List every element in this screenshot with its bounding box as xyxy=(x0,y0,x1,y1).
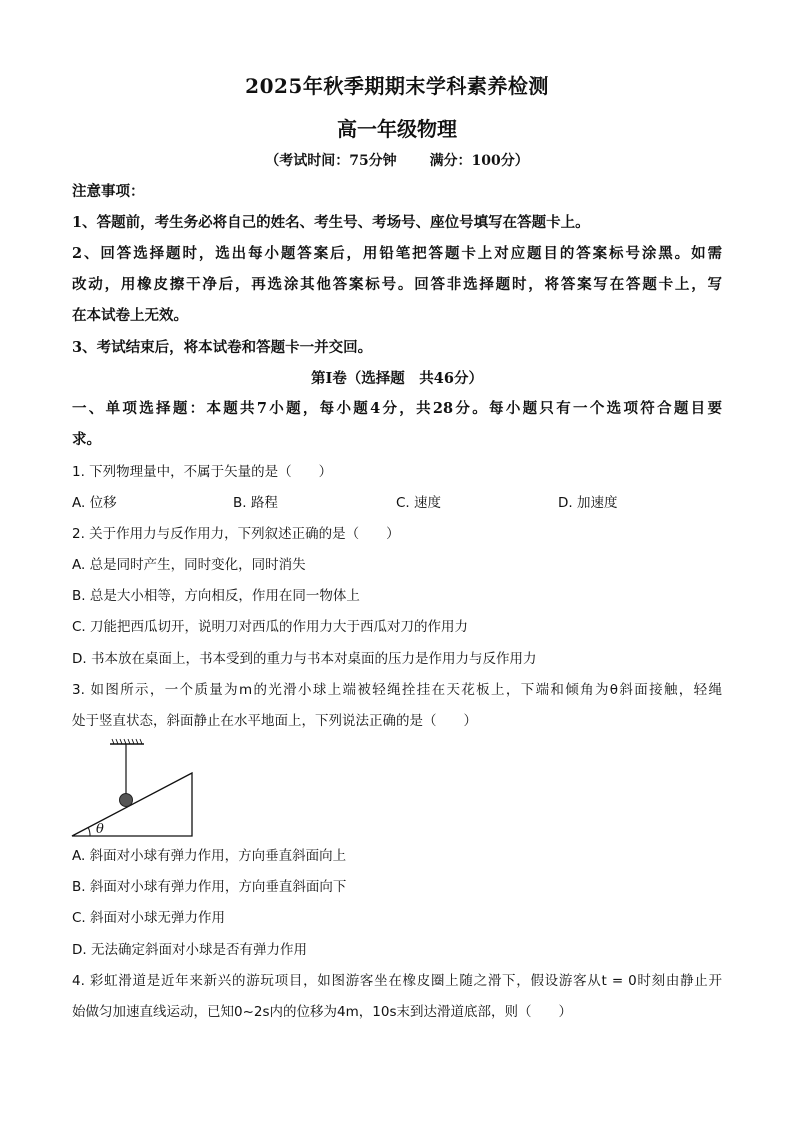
q1-option-d: D. 加速度 xyxy=(558,495,618,511)
exam-score: 满分：100分） xyxy=(429,153,529,169)
q3-option-a: A. 斜面对小球有弹力作用，方向垂直斜面向上 xyxy=(72,848,347,864)
notice-heading: 注意事项： xyxy=(72,183,145,200)
q1-option-c: C. 速度 xyxy=(396,495,442,511)
q3-figure xyxy=(66,732,200,840)
q3-option-b: B. 斜面对小球有弹力作用，方向垂直斜面向下 xyxy=(72,879,347,895)
notice-item-1: 1、答题前，考生务必将自己的姓名、考生号、考场号、座位号填写在答题卡上。 xyxy=(72,214,590,231)
q2-option-c: C. 刀能把西瓜切开，说明刀对西瓜的作用力大于西瓜对刀的作用力 xyxy=(72,619,469,635)
notice-item-2-line-2: 改动，用橡皮擦干净后，再选涂其他答案标号。回答非选择题时，将答案写在答题卡上，写 xyxy=(72,276,722,293)
q2-stem: 2. 关于作用力与反作用力，下列叙述正确的是（ ） xyxy=(72,526,400,542)
q4-stem-line-2: 始做匀加速直线运动，已知0~2s内的位移为4m，10s末到达滑道底部，则（ ） xyxy=(72,1004,572,1020)
ceiling-mount xyxy=(110,739,144,744)
exam-time: （考试时间：75分钟 xyxy=(265,153,397,169)
exam-title: 2025年秋季期期末学科素养检测 xyxy=(245,74,549,98)
angle-label: θ xyxy=(96,822,104,837)
notice-item-3: 3、考试结束后，将本试卷和答题卡一并交回。 xyxy=(72,339,373,356)
q1-option-b: B. 路程 xyxy=(233,495,278,511)
q2-option-b: B. 总是大小相等，方向相反，作用在同一物体上 xyxy=(72,588,360,604)
q3-option-c: C. 斜面对小球无弹力作用 xyxy=(72,910,226,926)
q2-option-a: A. 总是同时产生，同时变化，同时消失 xyxy=(72,557,306,573)
q3-option-d: D. 无法确定斜面对小球是否有弹力作用 xyxy=(72,942,307,958)
exam-subtitle: 高一年级物理 xyxy=(337,117,457,141)
q3-stem-line-2: 处于竖直状态，斜面静止在水平地面上，下列说法正确的是（ ） xyxy=(72,713,477,729)
q1-option-a: A. 位移 xyxy=(72,495,117,511)
part1-instruction-line-1: 一、单项选择题：本题共7小题，每小题4分，共28分。每小题只有一个选项符合题目要 xyxy=(72,400,722,417)
q2-option-d: D. 书本放在桌面上，书本受到的重力与书本对桌面的压力是作用力与反作用力 xyxy=(72,651,537,667)
q1-stem: 1. 下列物理量中，不属于矢量的是（ ） xyxy=(72,464,333,480)
notice-item-2-line-3: 在本试卷上无效。 xyxy=(72,307,188,324)
ball xyxy=(120,794,133,807)
notice-item-2-line-1: 2、回答选择题时，选出每小题答案后，用铅笔把答题卡上对应题目的答案标号涂黑。如需 xyxy=(72,245,722,262)
exam-meta xyxy=(0,150,794,170)
section-title: 第Ⅰ卷（选择题 共46分） xyxy=(311,370,483,387)
part1-instruction-line-2: 求。 xyxy=(72,431,101,448)
incline-wedge xyxy=(72,773,192,836)
q3-stem-line-1: 3. 如图所示，一个质量为m的光滑小球上端被轻绳拴挂在天花板上，下端和倾角为θ斜面接触，轻绳 xyxy=(72,682,722,698)
q4-stem-line-1: 4. 彩虹滑道是近年来新兴的游玩项目，如图游客坐在橡皮圈上随之滑下，假设游客从t = 0时刻由静止开 xyxy=(72,973,722,989)
angle-arc xyxy=(88,828,90,836)
